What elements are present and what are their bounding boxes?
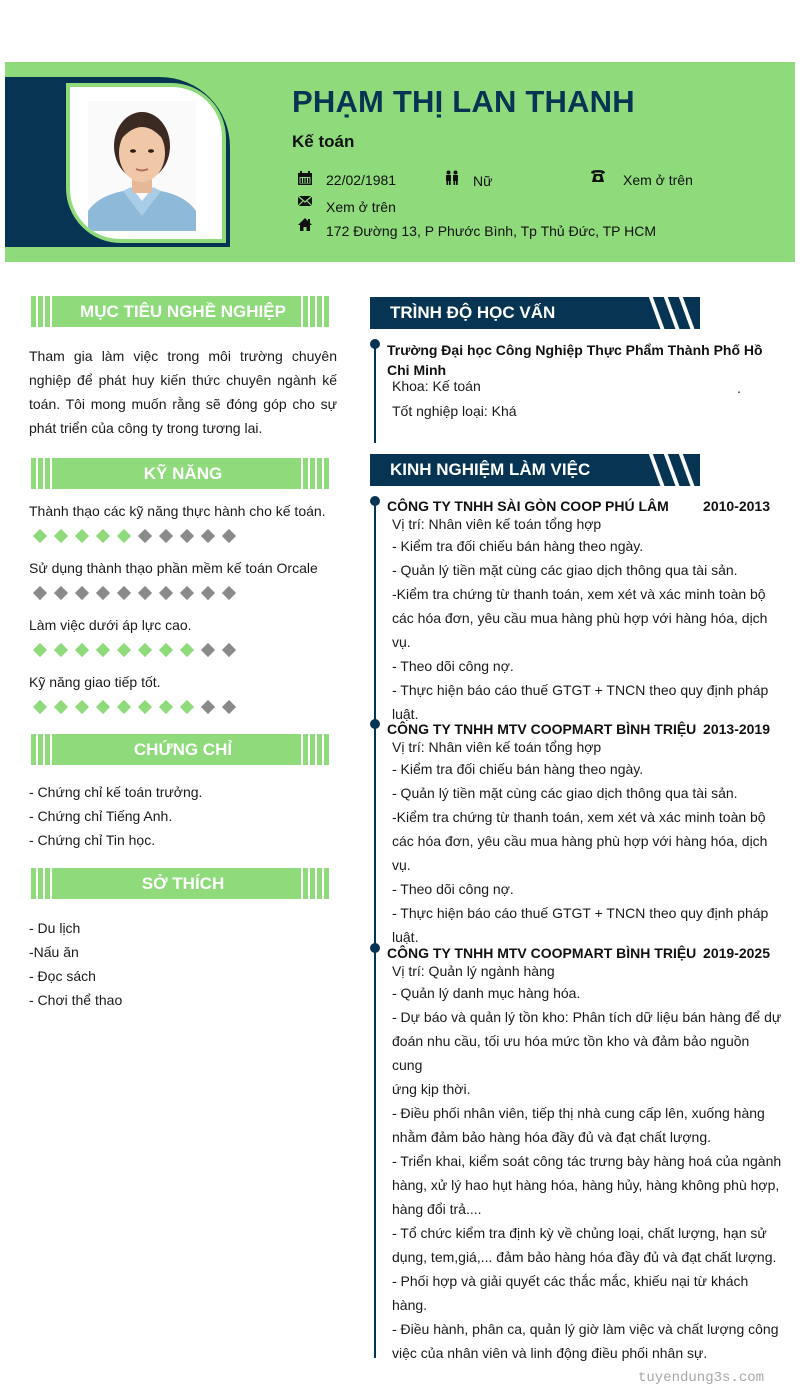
job-bullets	[392, 981, 782, 1365]
job-bullet: - Phối hợp và giải quyết các thắc mắc, khiếu nại từ khách hàng.	[392, 1273, 749, 1313]
rating-diamond-icon	[180, 586, 194, 600]
cv-header	[5, 62, 795, 262]
job-bullet: dụng, tem,giá,... đảm bảo hàng hóa đầy đủ và đạt chất lượng.	[392, 1249, 777, 1265]
rating-diamond-icon	[96, 586, 110, 600]
rating-diamond-icon	[96, 529, 110, 543]
skill-item	[29, 615, 337, 655]
job-bullet: - Điều hành, phân ca, quản lý giờ làm việc và chất lượng công	[392, 1321, 779, 1337]
job-bullet: - Triển khai, kiểm soát công tác trưng bày hàng hoá của ngành	[392, 1153, 782, 1169]
rating-diamond-icon	[222, 643, 236, 657]
gender-value: Nữ	[473, 173, 493, 189]
section-header-skills	[29, 458, 329, 489]
rating-diamond-icon	[75, 586, 89, 600]
rating-diamond-icon	[33, 700, 47, 714]
certificate-item: - Chứng chỉ Tin học.	[29, 832, 156, 848]
rating-diamond-icon	[201, 700, 215, 714]
email-row	[297, 193, 396, 215]
rating-diamond-icon	[33, 529, 47, 543]
rating-diamond-icon	[33, 643, 47, 657]
slash-decoration	[647, 454, 666, 486]
timeline-dot	[370, 943, 380, 953]
job-bullet: hàng, xử lý hao hụt hàng hóa, hàng hủy, hàng không phù hợp,	[392, 1177, 780, 1193]
rating-diamond-icon	[75, 643, 89, 657]
job-position: Vị trí: Nhân viên kế toán tổng hợp	[392, 516, 602, 532]
section-title: KỸ NĂNG	[143, 464, 223, 483]
hobby-item: - Du lịch	[29, 920, 81, 936]
skill-rating	[35, 585, 337, 598]
job-bullet: -Kiểm tra chứng từ thanh toán, xem xét và xác minh toàn bộ	[392, 809, 766, 825]
skill-item	[29, 501, 337, 541]
job-bullet: luật.	[392, 706, 419, 722]
faculty: Khoa: Kế toán	[392, 378, 481, 394]
job-bullet: - Thực hiện báo cáo thuế GTGT + TNCN theo quy định pháp	[392, 682, 769, 698]
hobby-item: - Chơi thể thao	[29, 992, 123, 1008]
slash-decoration	[677, 297, 696, 329]
rating-diamond-icon	[117, 700, 131, 714]
rating-diamond-icon	[222, 586, 236, 600]
timeline-line	[374, 345, 376, 443]
job-entry	[387, 944, 782, 1365]
photo-frame	[66, 83, 226, 243]
company-name: CÔNG TY TNHH MTV COOPMART BÌNH TRIỆU	[387, 721, 697, 737]
job-bullet: các hóa đơn, yêu cầu mua hàng phù hợp với hàng hóa, dịch vụ.	[392, 833, 768, 873]
rating-diamond-icon	[96, 643, 110, 657]
job-bullet: các hóa đơn, yêu cầu mua hàng phù hợp với hàng hóa, dịch vụ.	[392, 610, 768, 650]
section-title: KINH NGHIỆM LÀM VIỆC	[390, 460, 591, 479]
phone-row	[590, 168, 693, 188]
rating-diamond-icon	[75, 700, 89, 714]
job-bullets	[392, 534, 782, 726]
home-icon	[297, 217, 315, 233]
rating-diamond-icon	[54, 700, 68, 714]
skill-item	[29, 558, 337, 598]
rating-diamond-icon	[138, 700, 152, 714]
rating-diamond-icon	[159, 586, 173, 600]
rating-diamond-icon	[180, 529, 194, 543]
watermark: tuyendung3s.com	[638, 1370, 765, 1386]
rating-diamond-icon	[117, 643, 131, 657]
job-period: 2010-2013	[703, 498, 770, 514]
section-header-hobbies	[29, 868, 329, 899]
job-bullet: - Quản lý danh mục hàng hóa.	[392, 985, 581, 1001]
job-bullet: - Kiểm tra đối chiếu bán hàng theo ngày.	[392, 761, 644, 777]
job-bullet: ứng kịp thời.	[392, 1081, 471, 1097]
certificates-list	[29, 780, 337, 852]
address-value: 172 Đường 13, P Phước Bình, Tp Thủ Đức, TP HCM	[326, 223, 656, 239]
rating-diamond-icon	[201, 529, 215, 543]
job-position: Vị trí: Nhân viên kế toán tổng hợp	[392, 739, 602, 755]
slash-decoration	[677, 454, 696, 486]
job-bullet: - Kiểm tra đối chiếu bán hàng theo ngày.	[392, 538, 644, 554]
skill-label: Thành thạo các kỹ năng thực hành cho kế toán.	[29, 503, 326, 519]
job-bullet: - Thực hiện báo cáo thuế GTGT + TNCN theo quy định pháp	[392, 905, 769, 921]
job-entry	[387, 720, 782, 949]
section-header-education	[370, 297, 700, 329]
job-bullet: - Tổ chức kiểm tra định kỳ về chủng loại, chất lượng, hạn sử	[392, 1225, 767, 1241]
rating-diamond-icon	[201, 643, 215, 657]
section-title: CHỨNG CHỈ	[133, 740, 233, 759]
rating-diamond-icon	[96, 700, 110, 714]
rating-diamond-icon	[54, 529, 68, 543]
avatar-photo	[88, 101, 196, 231]
certificate-item: - Chứng chỉ kế toán trưởng.	[29, 784, 203, 800]
skill-rating	[35, 699, 337, 712]
rating-diamond-icon	[180, 643, 194, 657]
rating-diamond-icon	[75, 529, 89, 543]
address-row	[297, 217, 656, 239]
skill-label: Sử dụng thành thạo phần mềm kế toán Orcale	[29, 560, 318, 576]
timeline-dot	[370, 719, 380, 729]
job-period: 2019-2025	[703, 945, 770, 961]
school-name: Trường Đại học Công Nghiệp Thực Phẩm Thành Phố Hồ Chi Minh	[387, 342, 763, 378]
job-bullet: - Dự báo và quản lý tồn kho: Phân tích dữ liệu bán hàng để dự	[392, 1009, 782, 1025]
timeline-dot	[370, 496, 380, 506]
job-bullet: - Quản lý tiền mặt cùng các giao dịch thông qua tài sản.	[392, 562, 738, 578]
rating-diamond-icon	[54, 643, 68, 657]
candidate-name: PHẠM THỊ LAN THANH	[292, 84, 635, 119]
job-bullets	[392, 757, 782, 949]
job-title-text: Kế toán	[292, 132, 355, 151]
job-bullet: - Theo dõi công nợ.	[392, 881, 514, 897]
job-bullet: luật.	[392, 929, 419, 945]
job-title	[292, 132, 354, 152]
job-position: Vị trí: Quản lý ngành hàng	[392, 963, 555, 979]
stray-mark: .	[737, 380, 741, 396]
gender-icon	[444, 170, 462, 186]
slash-decoration	[647, 297, 666, 329]
objective-text: Tham gia làm việc trong môi trường chuyên nghiệp để phát huy kiến thức chuyên ngành kế toán. Tôi mong muốn rằng sẽ đóng góp cho sự phát triển của công ty trong tương lai.	[29, 348, 337, 436]
skill-label: Kỹ năng giao tiếp tốt.	[29, 674, 161, 690]
graduation: Tốt nghiệp loại: Khá	[392, 403, 517, 419]
certificate-item: - Chứng chỉ Tiếng Anh.	[29, 808, 173, 824]
skills-list	[29, 501, 337, 712]
timeline-dot	[370, 339, 380, 349]
calendar-icon	[297, 170, 315, 186]
birthday-row	[297, 170, 396, 188]
email-value: Xem ở trên	[326, 199, 396, 215]
rating-diamond-icon	[159, 700, 173, 714]
section-title: SỞ THÍCH	[141, 874, 225, 893]
skill-item	[29, 672, 337, 712]
rating-diamond-icon	[54, 586, 68, 600]
job-bullet: - Quản lý tiền mặt cùng các giao dịch thông qua tài sản.	[392, 785, 738, 801]
rating-diamond-icon	[138, 643, 152, 657]
rating-diamond-icon	[180, 700, 194, 714]
hobby-item: - Đọc sách	[29, 968, 96, 984]
hobbies-list	[29, 916, 337, 1012]
job-bullet: - Điều phối nhân viên, tiếp thị nhà cung cấp lên, xuống hàng	[392, 1105, 765, 1121]
job-bullet: việc của nhân viên và linh động điều phối nhân sự.	[392, 1345, 708, 1361]
job-bullet: - Theo dõi công nợ.	[392, 658, 514, 674]
section-header-objective	[29, 296, 329, 327]
rating-diamond-icon	[138, 529, 152, 543]
rating-diamond-icon	[222, 529, 236, 543]
rating-diamond-icon	[159, 529, 173, 543]
job-bullet: đoán nhu cầu, tối ưu hóa mức tồn kho và đảm bảo nguồn cung	[392, 1033, 750, 1073]
skill-label: Làm việc dưới áp lực cao.	[29, 617, 192, 633]
rating-diamond-icon	[33, 586, 47, 600]
skill-rating	[35, 528, 337, 541]
hobby-item: -Nấu ăn	[29, 944, 79, 960]
phone-icon	[590, 168, 608, 184]
rating-diamond-icon	[222, 700, 236, 714]
slash-decoration	[662, 454, 681, 486]
section-header-certificates	[29, 734, 329, 765]
birthday-value: 22/02/1981	[326, 172, 397, 188]
envelope-icon	[297, 193, 315, 209]
company-name: CÔNG TY TNHH SÀI GÒN COOP PHÚ LÂM	[387, 498, 669, 514]
rating-diamond-icon	[117, 529, 131, 543]
job-bullet: nhằm đảm bảo hàng hóa đầy đủ và đạt chất lượng.	[392, 1129, 711, 1145]
phone-value: Xem ở trên	[623, 172, 693, 188]
job-bullet: -Kiểm tra chứng từ thanh toán, xem xét và xác minh toàn bộ	[392, 586, 766, 602]
job-entry	[387, 497, 782, 726]
rating-diamond-icon	[201, 586, 215, 600]
rating-diamond-icon	[159, 643, 173, 657]
company-name: CÔNG TY TNHH MTV COOPMART BÌNH TRIỆU	[387, 945, 697, 961]
gender-row	[444, 170, 492, 189]
section-header-experience	[370, 454, 700, 486]
section-title: TRÌNH ĐỘ HỌC VẤN	[390, 303, 556, 322]
timeline-line	[374, 502, 376, 1358]
rating-diamond-icon	[138, 586, 152, 600]
job-period: 2013-2019	[703, 721, 770, 737]
job-bullet: hàng đổi trả....	[392, 1201, 482, 1217]
slash-decoration	[662, 297, 681, 329]
skill-rating	[35, 642, 337, 655]
rating-diamond-icon	[117, 586, 131, 600]
left-column	[29, 296, 337, 1012]
section-title: MỤC TIÊU NGHỀ NGHIỆP	[80, 302, 286, 321]
